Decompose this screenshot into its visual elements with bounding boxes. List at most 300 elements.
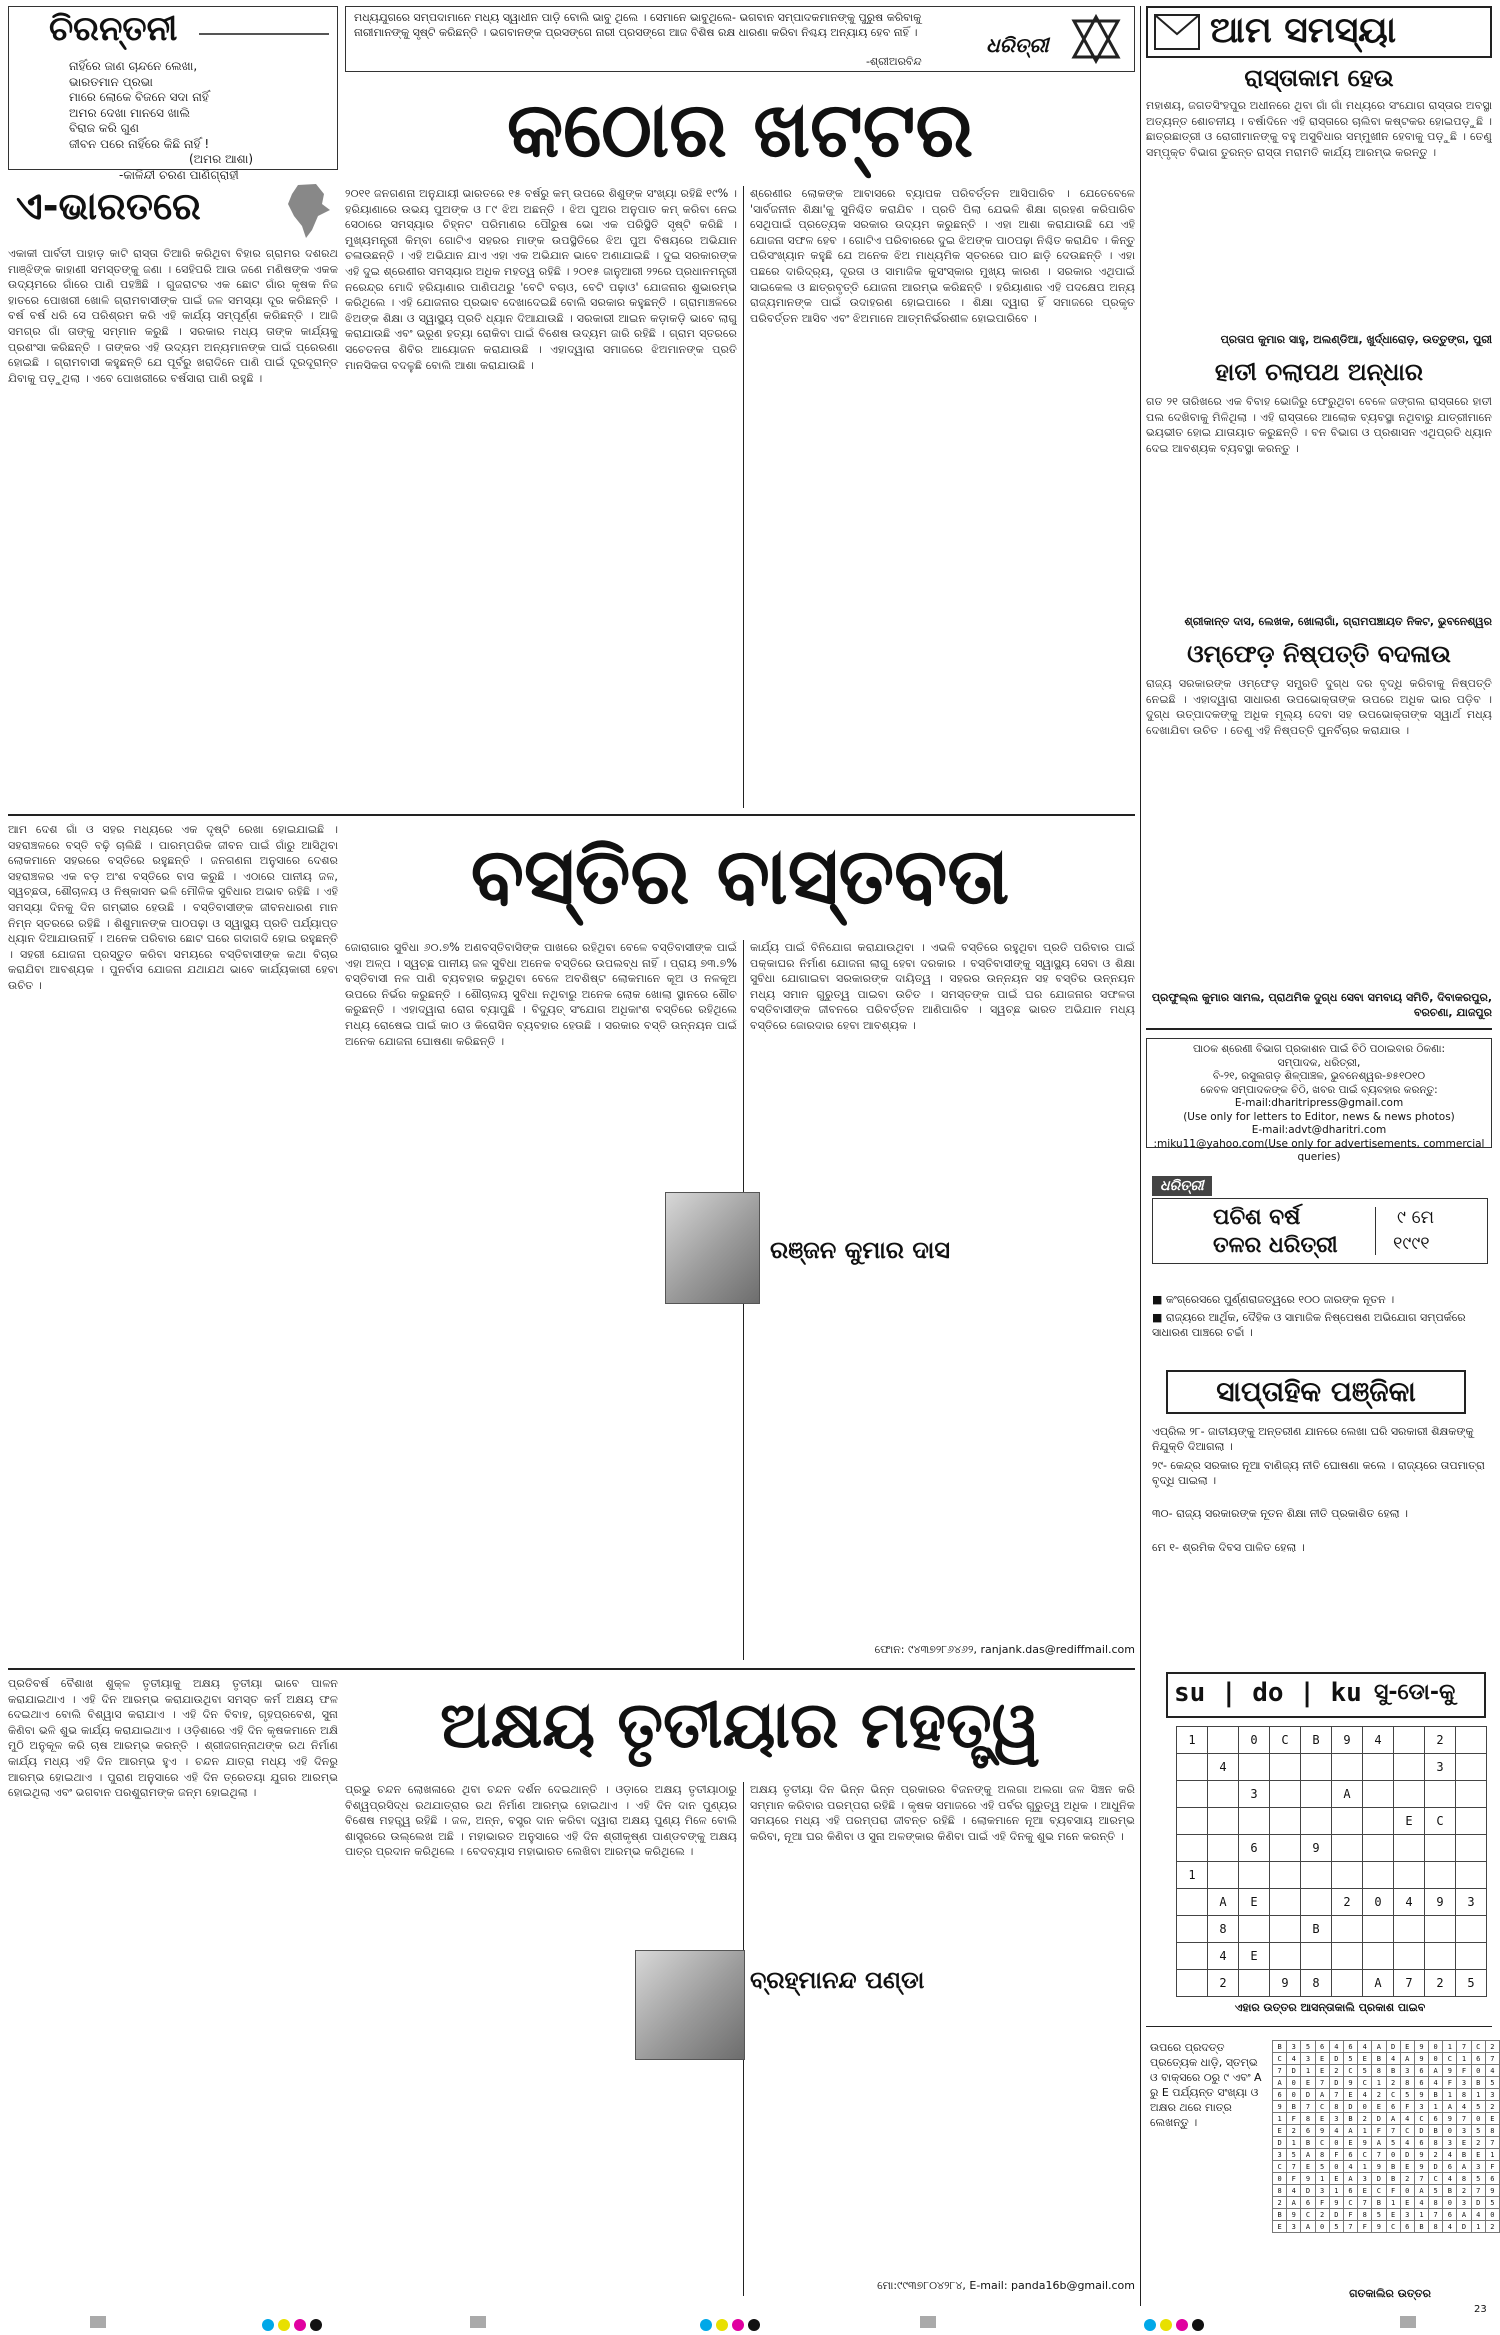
answer-cell: 1 (1329, 2185, 1343, 2197)
sudoku-cell[interactable] (1177, 1943, 1208, 1970)
answer-cell: 1 (1471, 2089, 1485, 2101)
answer-cell: C (1358, 2149, 1372, 2161)
answer-cell: E (1315, 2113, 1329, 2125)
quote-box (345, 6, 1135, 72)
letter-1-title: ରାସ୍ତାକାମ ହେଉ (1244, 64, 1394, 92)
answer-cell: 8 (1400, 2077, 1414, 2089)
answer-cell: B (1429, 2125, 1443, 2137)
answer-cell: 6 (1414, 2137, 1428, 2149)
answer-cell: 6 (1301, 2125, 1315, 2137)
sudoku-cell[interactable] (1301, 1943, 1332, 1970)
answer-cell: C (1414, 2113, 1428, 2125)
sudoku-cell[interactable] (1239, 1916, 1270, 1943)
answer-cell: 3 (1457, 2077, 1471, 2089)
sudoku-cell[interactable] (1363, 1862, 1394, 1889)
sudoku-cell[interactable] (1425, 1835, 1456, 1862)
letter-3-sign: ପ୍ରଫୁଲ୍ଲ କୁମାର ସାମଲ, ପ୍ରାଥମିକ ଦୁଗ୍ଧ ସେବା ସମବାୟ ସମିତି, ଦିବାକରପୁର, ବରଚଣା, ଯାଜପୁର (1151, 991, 1492, 1019)
sudoku-cell[interactable]: 2 (1425, 1970, 1456, 1997)
answer-cell: 1 (1358, 2161, 1372, 2173)
answer-cell: 3 (1287, 2041, 1301, 2053)
answer-cell: 0 (1429, 2053, 1443, 2065)
answer-cell: 2 (1315, 2209, 1329, 2221)
answer-cell: F (1358, 2221, 1372, 2233)
print-color-dot (700, 2319, 712, 2331)
sudoku-cell[interactable]: A (1332, 1781, 1363, 1808)
answer-cell: A (1287, 2197, 1301, 2209)
answer-cell: 1 (1429, 2101, 1443, 2113)
answer-cell: 1 (1301, 2065, 1315, 2077)
print-color-dot (1160, 2319, 1172, 2331)
answer-cell: 7 (1414, 2173, 1428, 2185)
answer-cell: 3 (1485, 2089, 1499, 2101)
twenty-five-title-2: ତଳର ଧରିତ୍ରୀ (1213, 1233, 1338, 1258)
sudoku-cell[interactable]: B (1301, 1727, 1332, 1754)
answer-cell: 9 (1414, 2053, 1428, 2065)
sudoku-cell[interactable] (1456, 1943, 1487, 1970)
answer-cell: 0 (1443, 2197, 1457, 2209)
answer-cell: A (1301, 2221, 1315, 2233)
sudoku-cell[interactable] (1239, 1970, 1270, 1997)
sudoku-cell[interactable] (1270, 1916, 1301, 1943)
answer-cell: A (1386, 2113, 1400, 2125)
answer-cell: 1 (1443, 2041, 1457, 2053)
answer-cell: 7 (1485, 2053, 1499, 2065)
sudoku-cell[interactable] (1363, 1835, 1394, 1862)
sudoku-cell[interactable]: 2 (1425, 1727, 1456, 1754)
sudoku-cell[interactable] (1425, 1916, 1456, 1943)
answer-cell: E (1273, 2221, 1287, 2233)
answer-cell: 7 (1343, 2221, 1357, 2233)
answer-cell: 5 (1400, 2089, 1414, 2101)
sudoku-cell[interactable]: 9 (1270, 1970, 1301, 1997)
answer-cell: E (1457, 2137, 1471, 2149)
answer-cell: A (1372, 2041, 1386, 2053)
sudoku-cell[interactable]: 3 (1239, 1781, 1270, 1808)
sudoku-cell[interactable]: 6 (1239, 1835, 1270, 1862)
poem-line: ଭାରତମାନ ପ୍ରଭା (69, 74, 153, 89)
answer-cell: 0 (1400, 2185, 1414, 2197)
answer-cell: 3 (1301, 2053, 1315, 2065)
answer-cell: 4 (1358, 2089, 1372, 2101)
sudoku-instructions: ଉପରେ ପ୍ରଦତ୍ତ ପ୍ରତ୍ୟେକ ଧାଡ଼ି, ସ୍ତମ୍ଭ ଓ ବାକ୍ସରେ ୦ରୁ ୯ ଏବଂ A ରୁ E ପର୍ଯ୍ୟନ୍ତ ସଂଖ୍ୟା ଓ ଅକ୍ଷର ଥରେ ମାତ୍ର ଲେଖନ୍ତୁ । (1150, 2041, 1262, 2129)
author-photo (665, 1192, 760, 1304)
contact-line: ବି-୨୧, ରସୁଲଗଡ଼ ଶିଳ୍ପାଞ୍ଚଳ, ଭୁବନେଶ୍ୱର-୭୫୧୦୧୦ (1212, 1070, 1426, 1082)
sudoku-cell[interactable] (1270, 1862, 1301, 1889)
sudoku-cell[interactable] (1363, 1808, 1394, 1835)
sudoku-cell[interactable] (1208, 1835, 1239, 1862)
envelope-icon (1154, 14, 1200, 50)
editorial-3-col-1: ପ୍ରତିବର୍ଷ ବୈଶାଖ ଶୁକ୍ଳ ତୃତୀୟାକୁ ଅକ୍ଷୟ ତୃତୀୟା ଭାବେ ପାଳନ କରାଯାଇଥାଏ । ଏହି ଦିନ ଆରମ୍ଭ କରାଯାଉଥିବା ସମସ୍ତ କର୍ମ ଅକ୍ଷୟ ଫଳ ଦେଇଥାଏ ବୋଲି ବିଶ୍ୱାସ କରାଯାଏ । ଏହି ଦିନ ବିବାହ, ଗୃହପ୍ରବେଶ, ସୁନା କିଣିବା ଭଳି ଶୁଭ କାର୍ଯ୍ୟ କରାଯାଇଥାଏ । ଓଡ଼ିଶାରେ ଏହି ଦିନ କୃଷକମାନେ ଅକ୍ଷି ମୁଠି ଅନୁକୂଳ କରି ଚାଷ ଆରମ୍ଭ କରନ୍ତି । ଶ୍ରୀଜଗନ୍ନାଥଙ୍କ ରଥ ନିର୍ମାଣ କାର୍ଯ୍ୟ ମଧ୍ୟ ଏହି ଦିନ ଆରମ୍ଭ ହୁଏ । ଚନ୍ଦନ ଯାତ୍ରା ମଧ୍ୟ ଏହି ଦିନରୁ ଆରମ୍ଭ ହୋଇଥାଏ । ପୁରାଣ ଅନୁସାରେ ଏହି ଦିନ ତ୍ରେତୟା ଯୁଗର ଆରମ୍ଭ ହୋଇଥିଲା ଏବଂ ଭଗବାନ ପରଶୁରାମଙ୍କ ଜନ୍ମ ହୋଇଥିଲା । (8, 1677, 338, 1800)
sudoku-cell[interactable]: 4 (1394, 1889, 1425, 1916)
sudoku-cell[interactable]: 4 (1363, 1727, 1394, 1754)
answer-cell: B (1429, 2089, 1443, 2101)
answer-cell: C (1315, 2101, 1329, 2113)
answer-cell: 7 (1329, 2089, 1343, 2101)
sudoku-cell[interactable] (1456, 1727, 1487, 1754)
answer-cell: 2 (1485, 2041, 1499, 2053)
sudoku-cell[interactable] (1332, 1970, 1363, 1997)
answer-cell: 9 (1301, 2173, 1315, 2185)
sudoku-cell[interactable] (1332, 1808, 1363, 1835)
answer-cell: 6 (1485, 2173, 1499, 2185)
answer-cell: 3 (1400, 2209, 1414, 2221)
editorial-3-col-2: ପ୍ରଭୁ ଚନ୍ଦନ ଲୋଖଳାରେ ଥିବା ଚନ୍ଦନ ଦର୍ଶନ ଦେଇଥାନ୍ତି । ଓଡ଼ାରେ ଅକ୍ଷୟ ତୃତୀୟାଠାରୁ ବିଶ୍ୱପ୍ରସିଦ୍ଧ ରଥଯାତ୍ରାର ରଥ ନିର୍ମାଣ ଆରମ୍ଭ ହୋଇଥାଏ । ଏହି ଦିନ ଦାନ ପୁଣ୍ୟର ବିଶେଷ ମହତ୍ତ୍ୱ ରହିଛି । ଜଳ, ଅନ୍ନ, ବସ୍ତ୍ର ଦାନ କରିବା ଦ୍ୱାରା ଅକ୍ଷୟ ପୁଣ୍ୟ ମିଳେ ବୋଲି ଶାସ୍ତ୍ରରେ ଉଲ୍ଲେଖ ଅଛି । ମହାଭାରତ ଅନୁସାରେ ଏହି ଦିନ ଶ୍ରୀକୃଷ୍ଣ ପାଣ୍ଡବଙ୍କୁ ଅକ୍ଷୟ ପାତ୍ର ପ୍ରଦାନ କରିଥିଲେ । ବେଦବ୍ୟାସ ମହାଭାରତ ଲେଖିବା ଆରମ୍ଭ କରିଥିଲେ । (345, 1783, 737, 1859)
answer-cell: B (1372, 2197, 1386, 2209)
sudoku-cell[interactable] (1456, 1808, 1487, 1835)
quote-attribution: -ଶ୍ରୀଅରବିନ୍ଦ (866, 55, 922, 68)
answer-cell: 7 (1273, 2065, 1287, 2077)
answer-cell: B (1343, 2113, 1357, 2125)
ebharat-body: ଏକାକୀ ପାର୍ବତୀ ପାହାଡ଼ କାଟି ରାସ୍ତା ତିଆରି କରିଥିବା ବିହାର ଗ୍ରାମର ଦଶରଥ ମାଞ୍ଝିଙ୍କ କାହାଣୀ ସମସ୍ତଙ୍କୁ ଜଣା । ସେହିପରି ଆଉ ଜଣେ ମଣିଷଙ୍କ ଏକକ ଉଦ୍ୟମରେ ଗାଁରେ ପାଣି ପହଞ୍ଚିଛି । ଗୁଜରାଟର ଏକ ଛୋଟ ଗାଁର କୃଷକ ନିଜ ହାତରେ ପୋଖରୀ ଖୋଳି ଗ୍ରାମବାସୀଙ୍କ ପାଇଁ ଜଳ ସମସ୍ୟା ଦୂର କରିଛନ୍ତି । ବର୍ଷ ବର୍ଷ ଧରି ସେ ପରିଶ୍ରମ କରି ଏହି କାର୍ଯ୍ୟ ସମ୍ପୂର୍ଣ୍ଣ କରିଛନ୍ତି । ଆଜି ସମଗ୍ର ଗାଁ ତାଙ୍କୁ ସମ୍ମାନ କରୁଛି । ସରକାର ମଧ୍ୟ ତାଙ୍କ କାର୍ଯ୍ୟକୁ ପ୍ରଶଂସା କରିଛନ୍ତି । ତାଙ୍କର ଏହି ଉଦ୍ୟମ ଅନ୍ୟମାନଙ୍କ ପାଇଁ ପ୍ରେରଣା ହୋଇଛି । ଗ୍ରାମବାସୀ କହୁଛନ୍ତି ଯେ ପୂର୍ବରୁ ଖରାଦିନେ ପାଣି ପାଇଁ ଦୂରଦୂରାନ୍ତ ଯିବାକୁ ପଡ଼ୁଥିଲା । ଏବେ ପୋଖରୀରେ ବର୍ଷସାରା ପାଣି ରହୁଛି । (8, 247, 338, 385)
sudoku-cell[interactable] (1270, 1943, 1301, 1970)
sudoku-cell[interactable] (1177, 1808, 1208, 1835)
answer-cell: C (1273, 2161, 1287, 2173)
sudoku-cell[interactable]: 3 (1425, 1754, 1456, 1781)
answer-cell: 4 (1414, 2197, 1428, 2209)
answer-cell: 6 (1414, 2065, 1428, 2077)
answer-cell: 4 (1329, 2125, 1343, 2137)
answer-cell: 6 (1443, 2161, 1457, 2173)
answer-cell: C (1343, 2197, 1357, 2209)
sudoku-cell[interactable]: 2 (1332, 1889, 1363, 1916)
sudoku-grid[interactable] (1176, 1726, 1487, 1997)
answer-cell: 3 (1358, 2173, 1372, 2185)
answer-cell: E (1386, 2209, 1400, 2221)
answer-cell: 5 (1358, 2065, 1372, 2077)
sudoku-cell[interactable]: A (1208, 1889, 1239, 1916)
answer-cell: 1 (1358, 2125, 1372, 2137)
letter-3-body: ରାଜ୍ୟ ସରକାରଙ୍କ ଓମ୍ଫେଡ଼ ସମ୍ପ୍ରତି ଦୁଗ୍ଧ ଦର ବୃଦ୍ଧି କରିବାକୁ ନିଷ୍ପତ୍ତି ନେଇଛି । ଏହାଦ୍ୱାରା ସାଧାରଣ ଉପଭୋକ୍ତାଙ୍କ ଉପରେ ଅଧିକ ଭାର ପଡ଼ିବ । ଦୁଗ୍ଧ ଉତ୍ପାଦକଙ୍କୁ ଅଧିକ ମୂଲ୍ୟ ଦେବା ସହ ଉପଭୋକ୍ତାଙ୍କ ସ୍ୱାର୍ଥ ମଧ୍ୟ ଦେଖାଯିବା ଉଚିତ । ତେଣୁ ଏହି ନିଷ୍ପତ୍ତି ପୁନର୍ବିଚାର କରାଯାଉ । (1146, 677, 1492, 737)
print-color-dot (278, 2319, 290, 2331)
answer-cell: E (1343, 2089, 1357, 2101)
sudoku-cell[interactable] (1270, 1754, 1301, 1781)
letter-1-body: ମହାଶୟ, ଜଗତସିଂହପୁର ଅଧୀନରେ ଥିବା ଗାଁ ଗାଁ ମଧ୍ୟରେ ସଂଯୋଗ ରାସ୍ତାର ଅବସ୍ଥା ଅତ୍ୟନ୍ତ ଶୋଚନୀୟ । ବର୍ଷାଦିନେ ଏହି ରାସ୍ତାରେ ଚାଲିବା କଷ୍ଟକର ହୋଇପଡ଼ୁଛି । ଛାତ୍ରଛାତ୍ରୀ ଓ ରୋଗୀମାନଙ୍କୁ ବହୁ ଅସୁବିଧାର ସମ୍ମୁଖୀନ ହେବାକୁ ପଡ଼ୁଛି । ତେଣୁ ସମ୍ପୃକ୍ତ ବିଭାଗ ତୁରନ୍ତ ରାସ୍ତା ମରାମତି କାର୍ଯ୍ୟ ଆରମ୍ଭ କରନ୍ତୁ । (1146, 99, 1492, 159)
sudoku-cell[interactable] (1332, 1916, 1363, 1943)
answer-cell: 4 (1329, 2041, 1343, 2053)
answer-cell: 6 (1343, 2185, 1357, 2197)
print-color-dot (1176, 2319, 1188, 2331)
sudoku-cell[interactable] (1239, 1754, 1270, 1781)
answer-cell: 1 (1457, 2053, 1471, 2065)
sudoku-cell[interactable]: 0 (1363, 1889, 1394, 1916)
answer-cell: 0 (1287, 2089, 1301, 2101)
editorial-1-headline: କଠୋର ଖଟ୍ଟର (506, 85, 974, 174)
answer-cell: 4 (1400, 2113, 1414, 2125)
answer-cell: B (1273, 2041, 1287, 2053)
answer-cell: 2 (1273, 2197, 1287, 2209)
answer-cell: 5 (1485, 2197, 1499, 2209)
answer-cell: F (1287, 2173, 1301, 2185)
editorial-2-author: ରଞ୍ଜନ କୁମାର ଦାସ (770, 1236, 950, 1264)
sudoku-cell[interactable]: B (1301, 1916, 1332, 1943)
contact-note: (Use only for letters to Editor, news & news photos) (1183, 1110, 1455, 1123)
sudoku-cell[interactable]: 5 (1456, 1970, 1487, 1997)
answer-cell: 5 (1471, 2125, 1485, 2137)
sudoku-answer-grid (1272, 2040, 1500, 2233)
answer-cell: 3 (1414, 2101, 1428, 2113)
sudoku-cell[interactable] (1270, 1808, 1301, 1835)
answer-cell: 7 (1429, 2209, 1443, 2221)
answer-cell: 1 (1287, 2137, 1301, 2149)
sudoku-cell[interactable] (1394, 1943, 1425, 1970)
answer-cell: C (1315, 2137, 1329, 2149)
sudoku-cell[interactable] (1394, 1835, 1425, 1862)
answer-cell: C (1343, 2065, 1357, 2077)
answer-cell: 1 (1471, 2221, 1485, 2233)
sudoku-cell[interactable] (1208, 1808, 1239, 1835)
editorial-2-contact: ଫୋନ: ୯୪୩୭୨୮୬୪୬୨, ranjank.das@rediffmail.com (874, 1643, 1135, 1656)
answer-cell: 4 (1429, 2077, 1443, 2089)
sudoku-cell[interactable] (1332, 1754, 1363, 1781)
answer-cell: F (1329, 2149, 1343, 2161)
answer-cell: 7 (1386, 2125, 1400, 2137)
sudoku-cell[interactable] (1332, 1943, 1363, 1970)
sudoku-cell[interactable] (1270, 1889, 1301, 1916)
sudoku-cell[interactable] (1394, 1754, 1425, 1781)
sudoku-cell[interactable]: 2 (1208, 1970, 1239, 1997)
author-photo (635, 1950, 745, 2060)
answer-cell: 5 (1471, 2101, 1485, 2113)
answer-cell: C (1273, 2053, 1287, 2065)
answer-cell: B (1471, 2077, 1485, 2089)
sudoku-cell[interactable] (1425, 1781, 1456, 1808)
answer-cell: 7 (1485, 2137, 1499, 2149)
answer-cell: 2 (1358, 2113, 1372, 2125)
answer-cell: 3 (1471, 2161, 1485, 2173)
sudoku-cell[interactable] (1363, 1943, 1394, 1970)
answer-cell: C (1301, 2209, 1315, 2221)
sudoku-cell[interactable] (1456, 1781, 1487, 1808)
answer-cell: 1 (1443, 2089, 1457, 2101)
answer-cell: E (1485, 2113, 1499, 2125)
answer-cell: A (1457, 2161, 1471, 2173)
print-color-dot (748, 2319, 760, 2331)
answer-cell: 8 (1358, 2209, 1372, 2221)
answer-cell: 7 (1301, 2101, 1315, 2113)
answer-cell: 9 (1414, 2041, 1428, 2053)
sudoku-cell[interactable] (1394, 1862, 1425, 1889)
contact-email[interactable]: E-mail:advt@dharitri.com (1251, 1124, 1387, 1136)
answer-cell: 3 (1329, 2113, 1343, 2125)
sudoku-cell[interactable] (1363, 1754, 1394, 1781)
sudoku-cell[interactable]: 4 (1208, 1754, 1239, 1781)
sudoku-cell[interactable]: 8 (1208, 1916, 1239, 1943)
answer-cell: 0 (1287, 2077, 1301, 2089)
poem-attribution: (ଅମର ଆଶା) (189, 152, 253, 166)
sudoku-cell[interactable]: 0 (1239, 1727, 1270, 1754)
sudoku-cell[interactable] (1301, 1754, 1332, 1781)
answer-cell: 7 (1471, 2185, 1485, 2197)
answer-cell: A (1414, 2185, 1428, 2197)
sudoku-cell[interactable] (1456, 1835, 1487, 1862)
sudoku-cell[interactable] (1208, 1781, 1239, 1808)
sudoku-cell[interactable]: 8 (1301, 1970, 1332, 1997)
twenty-five-years-box (1146, 1176, 1492, 1286)
sudoku-cell[interactable]: E (1394, 1808, 1425, 1835)
answer-cell: 3 (1273, 2149, 1287, 2161)
answer-cell: F (1400, 2101, 1414, 2113)
contact-email[interactable]: E-mail:dharitripress@gmail.com (1234, 1097, 1404, 1109)
twenty-five-logo: ଧରିତ୍ରୀ (1152, 1176, 1212, 1196)
sudoku-cell[interactable] (1270, 1781, 1301, 1808)
answer-cell: 3 (1457, 2125, 1471, 2137)
poem-line: ମାରେ ଲୋକେ ବିଜନେ ସଦା ନାହିଁ (69, 90, 209, 104)
sudoku-cell[interactable] (1394, 1727, 1425, 1754)
sudoku-cell[interactable] (1456, 1862, 1487, 1889)
sudoku-cell[interactable]: 1 (1177, 1862, 1208, 1889)
answer-cell: 0 (1386, 2149, 1400, 2161)
answer-cell: A (1343, 2125, 1357, 2137)
answer-cell: F (1287, 2113, 1301, 2125)
sudoku-cell[interactable] (1332, 1862, 1363, 1889)
answer-cell: 2 (1471, 2137, 1485, 2149)
sudoku-cell[interactable] (1239, 1808, 1270, 1835)
answer-cell: E (1315, 2065, 1329, 2077)
answer-cell: D (1301, 2089, 1315, 2101)
answer-cell: 4 (1287, 2185, 1301, 2197)
sudoku-cell[interactable] (1239, 1862, 1270, 1889)
sudoku-cell[interactable]: 9 (1301, 1835, 1332, 1862)
answer-cell: 5 (1343, 2053, 1357, 2065)
sudoku-cell[interactable] (1177, 1781, 1208, 1808)
sudoku-cell[interactable] (1363, 1781, 1394, 1808)
answer-cell: C (1471, 2041, 1485, 2053)
answer-cell: 0 (1443, 2125, 1457, 2137)
answer-cell: 4 (1443, 2149, 1457, 2161)
answer-cell: 2 (1429, 2149, 1443, 2161)
answer-cell: 6 (1273, 2089, 1287, 2101)
sudoku-cell[interactable] (1270, 1835, 1301, 1862)
answer-cell: D (1471, 2197, 1485, 2209)
sudoku-cell[interactable] (1363, 1916, 1394, 1943)
answer-cell: F (1372, 2125, 1386, 2137)
letter-2-sign: ଶ୍ରୀକାନ୍ତ ଦାସ, ଲେଖକ, ଖୋଲାଗାଁ, ଗ୍ରାମପଞ୍ଚାୟତ ନିକଟ, ଭୁବନେଶ୍ୱର (1184, 615, 1492, 628)
answer-cell: F (1485, 2161, 1499, 2173)
answer-cell: 4 (1358, 2041, 1372, 2053)
answer-cell: 7 (1372, 2149, 1386, 2161)
answer-cell: 5 (1287, 2149, 1301, 2161)
contact-email[interactable]: :miku11@yahoo.com(Use only for advertisements, commercial queries) (1153, 1137, 1485, 1163)
answer-cell: 2 (1457, 2185, 1471, 2197)
answer-cell: A (1315, 2089, 1329, 2101)
twenty-five-date-2: ୧୯୯୧ (1393, 1233, 1430, 1254)
sudoku-cell[interactable] (1208, 1727, 1239, 1754)
sudoku-cell[interactable]: 7 (1394, 1970, 1425, 1997)
answer-cell: 6 (1471, 2053, 1485, 2065)
sudoku-cell[interactable] (1177, 1916, 1208, 1943)
sudoku-cell[interactable]: 9 (1332, 1727, 1363, 1754)
answer-cell: 6 (1386, 2101, 1400, 2113)
sudoku-cell[interactable] (1301, 1808, 1332, 1835)
answer-cell: 5 (1429, 2185, 1443, 2197)
answer-cell: D (1329, 2209, 1343, 2221)
answer-cell: 8 (1429, 2137, 1443, 2149)
answer-cell: 5 (1315, 2161, 1329, 2173)
answer-cell: D (1372, 2173, 1386, 2185)
answer-cell: E (1301, 2161, 1315, 2173)
sudoku-cell[interactable]: 1 (1177, 1727, 1208, 1754)
sudoku-cell[interactable] (1177, 1970, 1208, 1997)
sudoku-cell[interactable]: C (1270, 1727, 1301, 1754)
sudoku-cell[interactable] (1456, 1916, 1487, 1943)
answer-cell: 4 (1386, 2053, 1400, 2065)
sudoku-cell[interactable]: C (1425, 1808, 1456, 1835)
chirantani-title: ଚିରନ୍ତନୀ (49, 9, 178, 49)
answer-cell: 9 (1329, 2197, 1343, 2209)
sudoku-cell[interactable]: E (1239, 1889, 1270, 1916)
answer-cell: E (1400, 2197, 1414, 2209)
editorial-2-col-3: କାର୍ଯ୍ୟ ପାଇଁ ବିନିଯୋଗ କରାଯାଉଥିବା । ଏଭଳି ବସ୍ତିରେ ରହୁଥିବା ପ୍ରତି ପରିବାର ପାଇଁ ପକ୍କାଘର ନିର୍ମାଣ ଯୋଜନା ଲାଗୁ ହେବା ଦରକାର । ବସ୍ତିବାସୀଙ୍କୁ ସ୍ୱାସ୍ଥ୍ୟ ସେବା ଓ ଶିକ୍ଷା ସୁବିଧା ଯୋଗାଇବା ସରକାରଙ୍କ ଦାୟିତ୍ୱ । ସହରର ଉନ୍ନୟନ ସହ ବସ୍ତିର ଉନ୍ନୟନ ମଧ୍ୟ ସମାନ ଗୁରୁତ୍ୱ ପାଇବା ଉଚିତ । ସମସ୍ତଙ୍କ ପାଇଁ ଘର ଯୋଜନାର ସଫଳତା ବସ୍ତିବାସୀଙ୍କ ଜୀବନରେ ପରିବର୍ତ୍ତନ ଆଣିପାରିବ । ସ୍ୱଚ୍ଛ ଭାରତ ଅଭିଯାନ ମଧ୍ୟ ବସ୍ତିରେ ଜୋରଦାର ହେବା ଆବଶ୍ୟକ । (750, 941, 1135, 1032)
poem-line: ବିରାଜ କରି ଗୁଣ (69, 121, 139, 135)
answer-cell: 9 (1443, 2065, 1457, 2077)
poem-author: -କାଳିନ୍ଦୀ ଚରଣ ପାଣିଗ୍ରାହୀ (119, 167, 239, 182)
sudoku-cell[interactable] (1301, 1862, 1332, 1889)
answer-cell: C (1372, 2185, 1386, 2197)
sudoku-cell[interactable] (1394, 1916, 1425, 1943)
answer-cell: B (1372, 2053, 1386, 2065)
answer-cell: C (1400, 2125, 1414, 2137)
print-marks (0, 2312, 1500, 2332)
answer-cell: F (1343, 2209, 1357, 2221)
editorial-1-col-2: ଶ୍ରେଣୀର ଲୋକଙ୍କ ଆବାସରେ ବ୍ୟାପକ ପରିବର୍ତ୍ତନ ଆସିପାରିବ । ଯେତେବେଳେ 'ସାର୍ବଜନୀନ ଶିକ୍ଷା'କୁ ସୁନିଶ୍ଚିତ କରାଯିବ । ପ୍ରତି ପିଲା ଯେଭଳି ଶିକ୍ଷା ଗ୍ରହଣ କରିପାରିବ ସେଥିପାଇଁ ପ୍ରତ୍ୟେକ ସରକାର ଉଦ୍ୟମ କରୁଛନ୍ତି । ଏହା ଆଶା କରାଯାଉଛି ଯେ ଏହି ଯୋଜନା ସଫଳ ହେବ । ଗୋଟିଏ ପରିବାରରେ ଦୁଇ ଝିଅଙ୍କ ପାଠପଢ଼ା ନିଶ୍ଚିତ କରାଯିବ । କିନ୍ତୁ ପରିସଂଖ୍ୟାନ କହୁଛି ଯେ ଅନେକ ଝିଅ ମାଧ୍ୟମିକ ସ୍ତରରେ ପାଠ ଛାଡ଼ି ଦେଉଛନ୍ତି । ଏହା ପଛରେ ଦାରିଦ୍ର୍ୟ, ଦୂରତା ଓ ସାମାଜିକ କୁସଂସ୍କାର ମୁଖ୍ୟ କାରଣ । ସରକାର ଏଥିପାଇଁ ସାଇକେଲ ଓ ଛାତ୍ରବୃତ୍ତି ଯୋଜନା ଆରମ୍ଭ କରିଛନ୍ତି । ହରିୟାଣାର ଏହି ପଦକ୍ଷେପ ଅନ୍ୟ ରାଜ୍ୟମାନଙ୍କ ପାଇଁ ଉଦାହରଣ ହୋଇପାରେ । ଶିକ୍ଷା ଦ୍ୱାରା ହିଁ ସମାଜରେ ପ୍ରକୃତ ପରିବର୍ତ୍ତନ ଆସିବ ଏବଂ ଝିଅମାନେ ଆତ୍ମନିର୍ଭରଶୀଳ ହୋଇପାରିବେ । (750, 187, 1135, 325)
answer-cell: 6 (1429, 2113, 1443, 2125)
answer-cell: B (1273, 2209, 1287, 2221)
answer-cell: D (1301, 2185, 1315, 2197)
editorial-2-col-2: ଜୋରାଗାର ସୁବିଧା ୬୦.୭% ଅଣବସ୍ତିବାସିଙ୍କ ପାଖରେ ରହିଥିବା ବେଳେ ବସ୍ତିବାସୀଙ୍କ ପାଇଁ ଏହା ଅଳ୍ପ । ସ୍ୱଚ୍ଛ ପାନୀୟ ଜଳ ସୁବିଧା ଅନେକ ବସ୍ତିରେ ଉପଲବ୍ଧ ନାହିଁ । ପ୍ରାୟ ୭୩.୭% ବସ୍ତିବାସୀ ନଳ ପାଣି ବ୍ୟବହାର କରୁଥିବା ବେଳେ ଅବଶିଷ୍ଟ ଲୋକମାନେ କୂଅ ଓ ନଳକୂଅ ଉପରେ ନିର୍ଭର କରୁଛନ୍ତି । ଶୌଚାଳୟ ସୁବିଧା ନଥିବାରୁ ଅନେକ ଲୋକ ଖୋଲା ସ୍ଥାନରେ ଶୌଚ କରୁଛନ୍ତି । ଏହାଦ୍ୱାରା ରୋଗ ବ୍ୟାପୁଛି । ବିଦ୍ୟୁତ୍ ସଂଯୋଗ ଅଧିକାଂଶ ବସ୍ତିରେ ରହିଥିଲେ ମଧ୍ୟ ରୋଷେଇ ପାଇଁ କାଠ ଓ କିରୋସିନ ବ୍ୟବହାର ହେଉଛି । ସରକାର ବସ୍ତି ଉନ୍ନୟନ ପାଇଁ ଅନେକ ଯୋଜନା ଘୋଷଣା କରିଛନ୍ତି । (345, 941, 737, 1048)
sudoku-header (1166, 1672, 1486, 1718)
answer-cell: 1 (1386, 2197, 1400, 2209)
answer-cell: B (1414, 2221, 1428, 2233)
answer-cell: 3 (1315, 2185, 1329, 2197)
sudoku-cell[interactable] (1208, 1862, 1239, 1889)
sudoku-cell[interactable] (1301, 1889, 1332, 1916)
twenty-five-title-1: ପଚିଶ ବର୍ଷ (1213, 1205, 1301, 1230)
answer-cell: D (1287, 2065, 1301, 2077)
answer-cell: A (1429, 2065, 1443, 2077)
chirantani-poem (69, 59, 329, 183)
sudoku-answer-title: ଗତକାଲିର ଉତ୍ତର (1349, 2287, 1431, 2300)
sudoku-cell[interactable] (1394, 1781, 1425, 1808)
sudoku-cell[interactable]: 9 (1425, 1889, 1456, 1916)
sudoku-cell[interactable]: E (1239, 1943, 1270, 1970)
answer-cell: A (1343, 2173, 1357, 2185)
answer-cell: D (1414, 2125, 1428, 2137)
sudoku-cell[interactable] (1301, 1781, 1332, 1808)
answer-cell: 1 (1315, 2173, 1329, 2185)
answer-cell: A (1273, 2077, 1287, 2089)
answer-cell: A (1372, 2137, 1386, 2149)
answer-cell: D (1457, 2221, 1471, 2233)
sudoku-cell[interactable] (1332, 1835, 1363, 1862)
sudoku-cell[interactable] (1177, 1835, 1208, 1862)
sudoku-cell[interactable]: 3 (1456, 1889, 1487, 1916)
editorial-3-col-3: ଅକ୍ଷୟ ତୃତୀୟା ଦିନ ଭିନ୍ନ ଭିନ୍ନ ପ୍ରକାରର ବିଜନଙ୍କୁ ଅଲଗା ଅଲଗା ଜଳ ସିଞ୍ଚନ କରି ସମ୍ମାନ କରିବାର ପରମ୍ପରା ରହିଛି । କୃଷକ ସମାଜରେ ଏହି ପର୍ବର ଗୁରୁତ୍ୱ ଅଧିକ । ଆଧୁନିକ ସମୟରେ ମଧ୍ୟ ଏହି ପରମ୍ପରା ଜୀବନ୍ତ ରହିଛି । ଲୋକମାନେ ନୂଆ ବ୍ୟବସାୟ ଆରମ୍ଭ କରିବା, ନୂଆ ଘର କିଣିବା ଓ ସୁନା ଅଳଙ୍କାର କିଣିବା ପାଇଁ ଏହି ଦିନକୁ ଶୁଭ ମନେ କରନ୍ତି । (750, 1783, 1135, 1843)
sudoku-cell[interactable] (1425, 1943, 1456, 1970)
weekly-item: ୨୯- କେନ୍ଦ୍ର ସରକାର ନୂଆ ବାଣିଜ୍ୟ ନୀତି ଘୋଷଣା କଲେ । ରାଜ୍ୟରେ ତାପମାତ୍ରା ବୃଦ୍ଧି ପାଇଲା । (1152, 1459, 1485, 1487)
ebharat-title: ଏ-ଭାରତରେ (16, 184, 201, 228)
sudoku-cell[interactable]: 4 (1208, 1943, 1239, 1970)
sudoku-cell[interactable] (1177, 1754, 1208, 1781)
sudoku-cell[interactable] (1177, 1889, 1208, 1916)
sudoku-cell[interactable] (1425, 1862, 1456, 1889)
answer-cell: A (1443, 2101, 1457, 2113)
letter-1-sign: ପ୍ରତାପ କୁମାର ସାହୁ, ଅଲଣ୍ଡିଆ, ଖୁର୍ଦ୍ଧାରୋଡ଼, ଉତ୍ତୁଙ୍ଗ, ପୁରୀ (1220, 333, 1492, 346)
answer-cell: 9 (1358, 2137, 1372, 2149)
answer-cell: 9 (1372, 2161, 1386, 2173)
sudoku-cell[interactable]: A (1363, 1970, 1394, 1997)
answer-cell: 6 (1343, 2149, 1357, 2161)
sudoku-cell[interactable] (1456, 1754, 1487, 1781)
